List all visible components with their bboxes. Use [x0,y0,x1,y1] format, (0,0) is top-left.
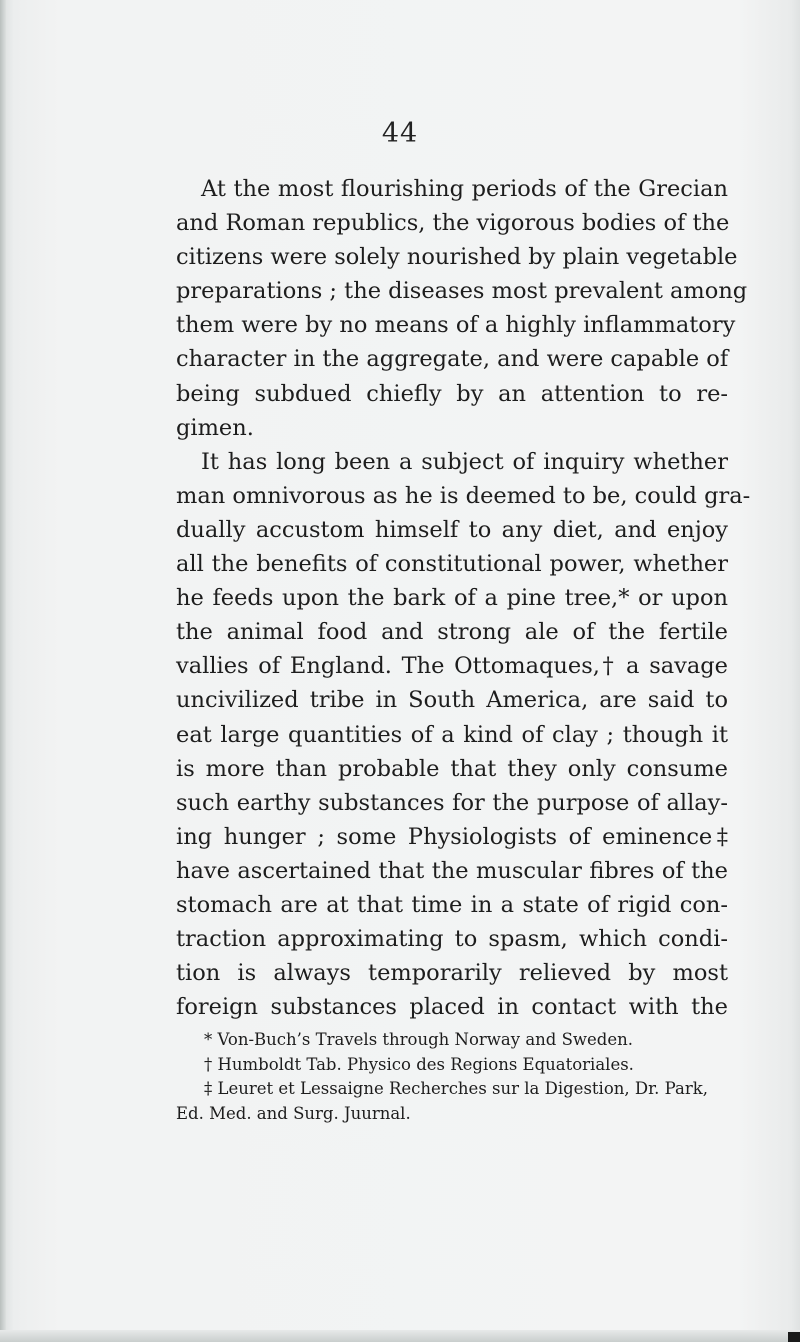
body-line: dually accustom himself to any diet, and enjoy [176,516,728,543]
body-line: all the benefits of constitutional power, whether [176,551,728,578]
footnote-line: Ed. Med. and Surg. Juurnal. [176,1103,411,1123]
body-line: At the most flourishing periods of the Grecian [201,176,728,202]
body-line: man omnivorous as he is deemed to be, could gra- [176,482,751,509]
body-line: he feeds upon the bark of a pine tree,* or upon [176,585,728,612]
body-line: preparations ; the diseases most prevalent among [176,278,748,305]
body-line: the animal food and strong ale of the fertile [176,619,728,646]
footnote-line: † Humboldt Tab. Physico des Regions Equatoriales. [204,1054,634,1074]
footnote-line: * Von-Buch’s Travels through Norway and Sweden. [204,1030,633,1049]
body-line: ing hunger ; some Physiologists of eminence‡ [176,823,728,850]
body-line: It has long been a subject of inquiry whether [201,448,728,475]
body-line: eat large quantities of a kind of clay ; though it [176,721,728,748]
body-line: gimen. [176,414,254,441]
body-line: uncivilized tribe in South America, are said to [176,687,728,714]
scan-corner-mark [788,1332,800,1342]
body-line: traction approximating to spasm, which condi- [176,926,728,953]
page-gutter-edge [0,0,6,1342]
page-number: 44 [381,118,419,149]
body-line: tion is always temporarily relieved by most [176,960,728,987]
body-text [176,172,751,1024]
page-bottom-edge [0,1330,800,1342]
footnote-line: ‡ Leuret et Lessaigne Recherches sur la Digestion, Dr. Park, [204,1079,708,1098]
body-line: citizens were solely nourished by plain vegetable [176,244,738,271]
body-line: foreign substances placed in contact with the [176,994,728,1021]
body-line: stomach are at that time in a state of rigid con- [176,891,728,918]
body-line: is more than probable that they only consume [176,755,728,782]
body-line: being subdued chiefly by an attention to re- [176,380,728,407]
body-line: such earthy substances for the purpose of allay- [176,789,728,816]
body-line: have ascertained that the muscular fibres of the [176,857,728,884]
body-line: and Roman republics, the vigorous bodies of the [176,210,730,237]
footnotes [176,1028,728,1126]
body-line: them were by no means of a highly inflammatory [176,312,736,339]
body-line: character in the aggregate, and were capable of [176,346,729,373]
body-line: vallies of England. The Ottomaques,† a savage [176,653,728,680]
